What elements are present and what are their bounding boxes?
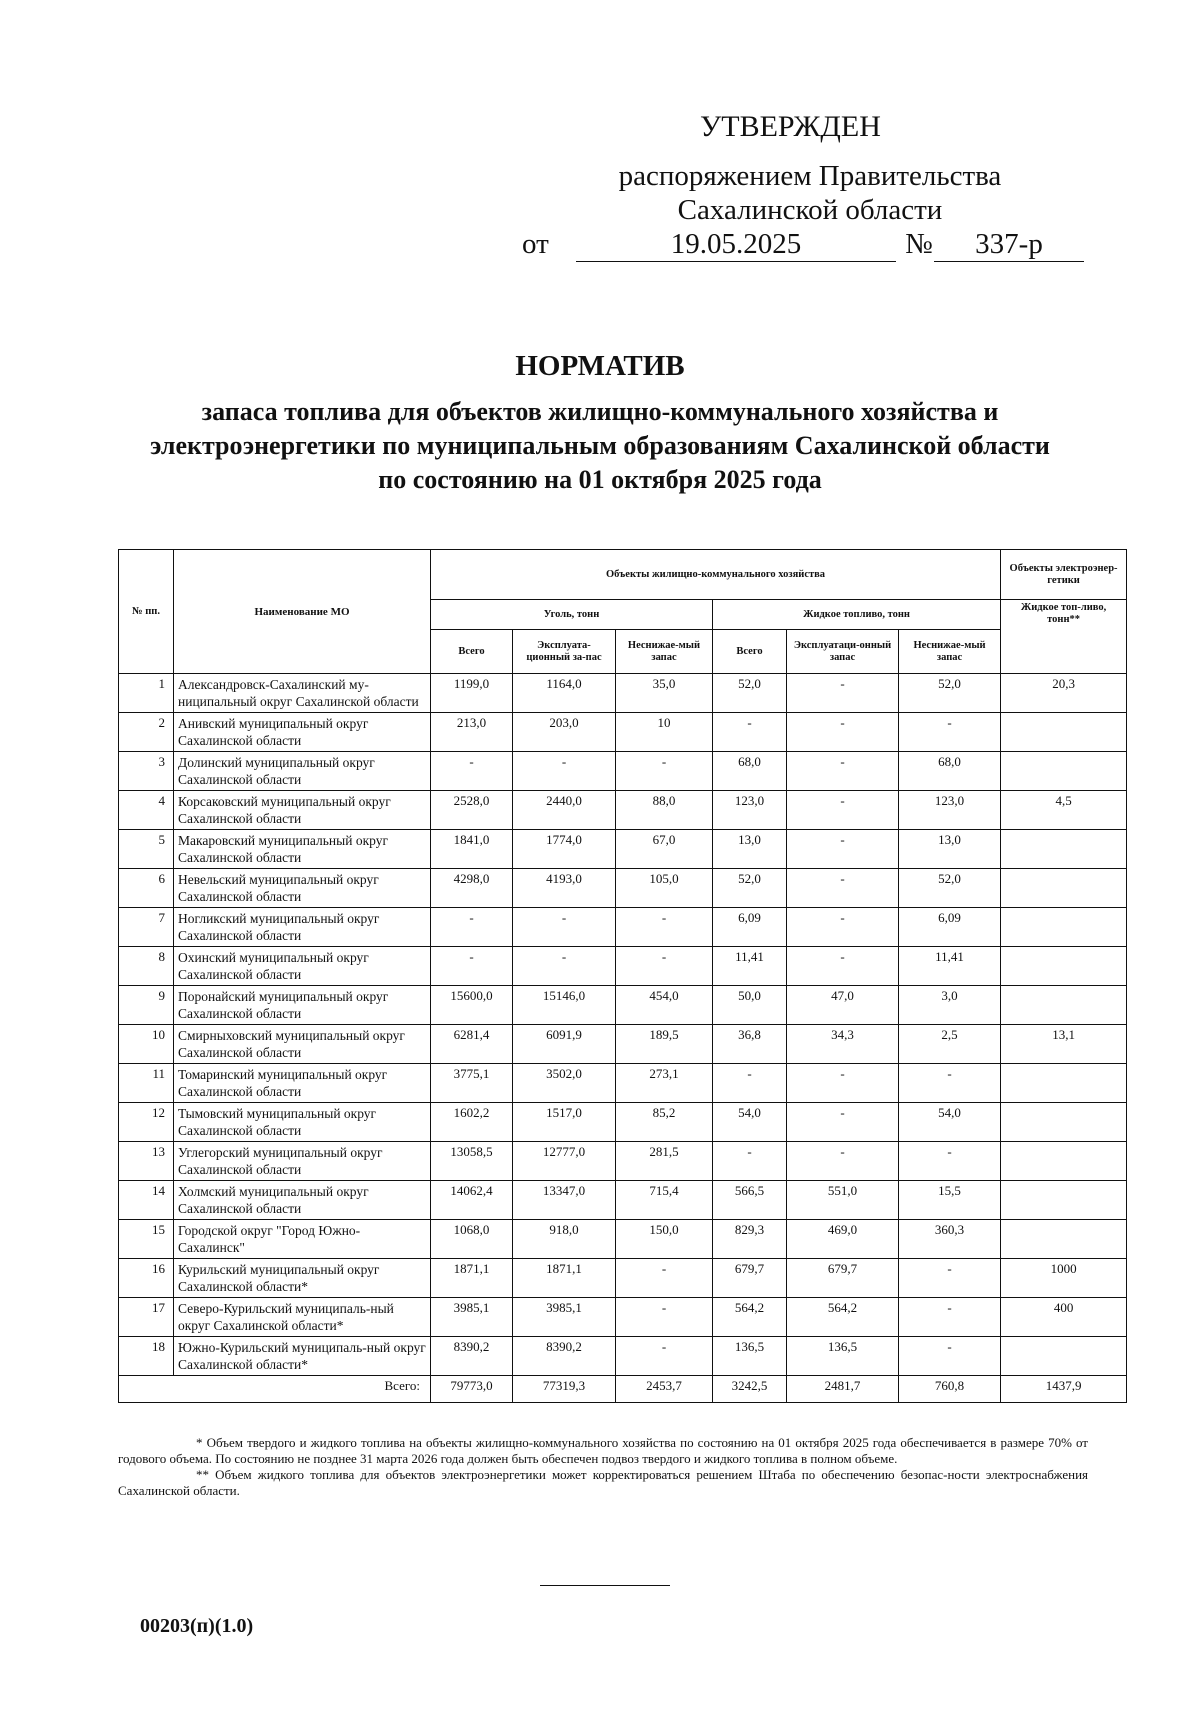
row-value-c1: 15600,0 xyxy=(431,986,513,1025)
row-mo-name: Корсаковский муниципальный округ Сахалинской области xyxy=(174,791,431,830)
row-value-c5: 47,0 xyxy=(787,986,899,1025)
table-body xyxy=(119,674,1127,1403)
table-row xyxy=(119,986,1127,1025)
row-value-c3: - xyxy=(616,1337,713,1376)
row-number: 9 xyxy=(119,986,174,1025)
row-value-c1: 2528,0 xyxy=(431,791,513,830)
row-value-c6: 15,5 xyxy=(899,1181,1001,1220)
total-value-c5: 2481,7 xyxy=(787,1376,899,1403)
row-value-c1: 213,0 xyxy=(431,713,513,752)
total-value-c4: 3242,5 xyxy=(713,1376,787,1403)
row-mo-name: Невельский муниципальный округ Сахалинской области xyxy=(174,869,431,908)
total-value-c3: 2453,7 xyxy=(616,1376,713,1403)
row-value-c7 xyxy=(1001,1181,1127,1220)
row-value-c1: 8390,2 xyxy=(431,1337,513,1376)
header-zhkh: Объекты жилищно-коммунального хозяйства xyxy=(431,550,1001,600)
row-mo-name: Курильский муниципальный округ Сахалинской области* xyxy=(174,1259,431,1298)
row-value-c6: - xyxy=(899,1259,1001,1298)
row-value-c1: 6281,4 xyxy=(431,1025,513,1064)
row-number: 14 xyxy=(119,1181,174,1220)
row-number: 7 xyxy=(119,908,174,947)
header-liquid-operational: Эксплуатаци-онный запас xyxy=(787,630,899,674)
row-value-c5: - xyxy=(787,713,899,752)
row-mo-name: Макаровский муниципальный округ Сахалинской области xyxy=(174,830,431,869)
table-row xyxy=(119,1259,1127,1298)
row-mo-name: Холмский муниципальный округ Сахалинской области xyxy=(174,1181,431,1220)
footnote-1: * Объем твердого и жидкого топлива на объекты жилищно-коммунального хозяйства по состоянию на 01 октября 2025 года обеспечивается в размере 70% от годового объема. По состоянию не позднее 31 марта 2026 года должен быть обеспечен подвоз твердого и жидкого топлива в полном объеме. xyxy=(118,1435,1088,1466)
row-value-c3: 67,0 xyxy=(616,830,713,869)
row-value-c2: 1517,0 xyxy=(513,1103,616,1142)
row-value-c6: 52,0 xyxy=(899,869,1001,908)
row-value-c3: - xyxy=(616,752,713,791)
document-code: 00203(п)(1.0) xyxy=(140,1615,254,1637)
table-row xyxy=(119,713,1127,752)
row-value-c2: 8390,2 xyxy=(513,1337,616,1376)
row-value-c3: 105,0 xyxy=(616,869,713,908)
row-value-c7 xyxy=(1001,1064,1127,1103)
row-value-c7 xyxy=(1001,1337,1127,1376)
row-mo-name: Томаринский муниципальный округ Сахалинской области xyxy=(174,1064,431,1103)
approval-line2: Сахалинской области xyxy=(677,194,943,226)
row-number: 16 xyxy=(119,1259,174,1298)
row-value-c6: 6,09 xyxy=(899,908,1001,947)
row-value-c5: 679,7 xyxy=(787,1259,899,1298)
row-value-c4: 52,0 xyxy=(713,869,787,908)
row-value-c1: 1068,0 xyxy=(431,1220,513,1259)
row-number: 12 xyxy=(119,1103,174,1142)
row-value-c5: 564,2 xyxy=(787,1298,899,1337)
row-value-c6: 123,0 xyxy=(899,791,1001,830)
header-energy: Объекты электроэнер-гетики xyxy=(1001,550,1127,600)
row-value-c4: 13,0 xyxy=(713,830,787,869)
separator-line xyxy=(540,1585,670,1586)
row-value-c5: 34,3 xyxy=(787,1025,899,1064)
row-value-c4: 566,5 xyxy=(713,1181,787,1220)
row-value-c4: - xyxy=(713,1142,787,1181)
header-coal-operational: Эксплуата-ционный за-пас xyxy=(513,630,616,674)
row-value-c3: 715,4 xyxy=(616,1181,713,1220)
approval-dateline xyxy=(522,228,1082,268)
total-value-c2: 77319,3 xyxy=(513,1376,616,1403)
row-mo-name: Поронайский муниципальный округ Сахалинской области xyxy=(174,986,431,1025)
row-value-c4: 11,41 xyxy=(713,947,787,986)
table-row xyxy=(119,830,1127,869)
row-value-c1: 3985,1 xyxy=(431,1298,513,1337)
row-value-c3: 10 xyxy=(616,713,713,752)
row-value-c7 xyxy=(1001,986,1127,1025)
row-value-c7: 400 xyxy=(1001,1298,1127,1337)
row-mo-name: Южно-Курильский муниципаль-ный округ Сахалинской области* xyxy=(174,1337,431,1376)
row-value-c1: 4298,0 xyxy=(431,869,513,908)
row-value-c6: - xyxy=(899,1298,1001,1337)
row-value-c2: 2440,0 xyxy=(513,791,616,830)
table-row xyxy=(119,674,1127,713)
row-value-c3: 281,5 xyxy=(616,1142,713,1181)
table-row xyxy=(119,752,1127,791)
row-value-c4: 679,7 xyxy=(713,1259,787,1298)
row-number: 10 xyxy=(119,1025,174,1064)
table-row xyxy=(119,1025,1127,1064)
from-label: от xyxy=(522,228,549,260)
row-value-c4: 68,0 xyxy=(713,752,787,791)
row-value-c5: - xyxy=(787,1142,899,1181)
row-value-c2: - xyxy=(513,947,616,986)
row-value-c5: 469,0 xyxy=(787,1220,899,1259)
row-value-c2: 918,0 xyxy=(513,1220,616,1259)
row-value-c1: 1871,1 xyxy=(431,1259,513,1298)
table-row xyxy=(119,791,1127,830)
row-value-c4: 54,0 xyxy=(713,1103,787,1142)
total-label: Всего: xyxy=(119,1376,431,1403)
total-value-c6: 760,8 xyxy=(899,1376,1001,1403)
row-number: 5 xyxy=(119,830,174,869)
row-value-c5: - xyxy=(787,1064,899,1103)
row-number: 1 xyxy=(119,674,174,713)
row-value-c6: - xyxy=(899,713,1001,752)
approval-date: 19.05.2025 xyxy=(576,228,896,262)
row-value-c7 xyxy=(1001,1142,1127,1181)
row-value-c6: - xyxy=(899,1064,1001,1103)
header-name: Наименование МО xyxy=(174,550,431,674)
footnote-2: ** Объем жидкого топлива для объектов электроэнергетики может корректироваться решением Штаба по обеспечению безопас-ности электроснабжения Сахалинской области. xyxy=(118,1467,1088,1498)
total-row xyxy=(119,1376,1127,1403)
row-value-c1: - xyxy=(431,908,513,947)
row-value-c3: 189,5 xyxy=(616,1025,713,1064)
row-value-c5: - xyxy=(787,1103,899,1142)
row-value-c3: - xyxy=(616,908,713,947)
table-row xyxy=(119,1337,1127,1376)
row-value-c2: - xyxy=(513,752,616,791)
table-row xyxy=(119,908,1127,947)
header-liquid: Жидкое топливо, тонн xyxy=(713,600,1001,630)
row-value-c4: 36,8 xyxy=(713,1025,787,1064)
row-value-c7 xyxy=(1001,1220,1127,1259)
row-value-c1: - xyxy=(431,947,513,986)
row-value-c3: 454,0 xyxy=(616,986,713,1025)
row-value-c3: 88,0 xyxy=(616,791,713,830)
header-energy-liquid: Жидкое топ-ливо, тонн** xyxy=(1001,600,1127,674)
row-value-c4: - xyxy=(713,1064,787,1103)
row-value-c2: 6091,9 xyxy=(513,1025,616,1064)
row-value-c7: 1000 xyxy=(1001,1259,1127,1298)
row-value-c5: 551,0 xyxy=(787,1181,899,1220)
row-value-c1: 3775,1 xyxy=(431,1064,513,1103)
row-value-c2: 1871,1 xyxy=(513,1259,616,1298)
row-value-c2: 1164,0 xyxy=(513,674,616,713)
row-number: 4 xyxy=(119,791,174,830)
approval-number: 337-р xyxy=(934,228,1084,262)
row-number: 11 xyxy=(119,1064,174,1103)
approval-title: УТВЕРЖДЕН xyxy=(700,110,881,143)
row-value-c6: 68,0 xyxy=(899,752,1001,791)
row-value-c3: 150,0 xyxy=(616,1220,713,1259)
row-value-c4: 123,0 xyxy=(713,791,787,830)
table-row xyxy=(119,1298,1127,1337)
row-value-c6: 360,3 xyxy=(899,1220,1001,1259)
row-mo-name: Городской округ "Город Южно-Сахалинск" xyxy=(174,1220,431,1259)
row-value-c6: 52,0 xyxy=(899,674,1001,713)
row-mo-name: Ногликский муниципальный округ Сахалинской области xyxy=(174,908,431,947)
row-value-c6: 54,0 xyxy=(899,1103,1001,1142)
row-value-c2: 13347,0 xyxy=(513,1181,616,1220)
header-num: № пп. xyxy=(119,550,174,674)
header-liquid-reserve: Неснижае-мый запас xyxy=(899,630,1001,674)
row-value-c5: - xyxy=(787,869,899,908)
row-value-c3: - xyxy=(616,947,713,986)
row-value-c5: - xyxy=(787,791,899,830)
row-value-c2: 3502,0 xyxy=(513,1064,616,1103)
row-value-c4: 136,5 xyxy=(713,1337,787,1376)
footnotes xyxy=(118,1435,1088,1499)
row-value-c2: 12777,0 xyxy=(513,1142,616,1181)
row-value-c6: 2,5 xyxy=(899,1025,1001,1064)
table-row xyxy=(119,869,1127,908)
row-value-c7 xyxy=(1001,752,1127,791)
row-value-c2: 15146,0 xyxy=(513,986,616,1025)
row-value-c6: - xyxy=(899,1337,1001,1376)
row-mo-name: Охинский муниципальный округ Сахалинской области xyxy=(174,947,431,986)
row-number: 13 xyxy=(119,1142,174,1181)
total-value-c1: 79773,0 xyxy=(431,1376,513,1403)
row-value-c3: - xyxy=(616,1259,713,1298)
row-value-c1: 1199,0 xyxy=(431,674,513,713)
row-value-c5: 136,5 xyxy=(787,1337,899,1376)
row-value-c2: - xyxy=(513,908,616,947)
row-number: 17 xyxy=(119,1298,174,1337)
row-number: 6 xyxy=(119,869,174,908)
row-value-c2: 1774,0 xyxy=(513,830,616,869)
row-mo-name: Тымовский муниципальный округ Сахалинской области xyxy=(174,1103,431,1142)
row-value-c7: 20,3 xyxy=(1001,674,1127,713)
row-number: 2 xyxy=(119,713,174,752)
row-value-c7 xyxy=(1001,1103,1127,1142)
row-value-c4: 50,0 xyxy=(713,986,787,1025)
row-value-c2: 203,0 xyxy=(513,713,616,752)
row-value-c4: 6,09 xyxy=(713,908,787,947)
row-number: 18 xyxy=(119,1337,174,1376)
row-value-c6: 11,41 xyxy=(899,947,1001,986)
table-row xyxy=(119,1181,1127,1220)
row-value-c1: 13058,5 xyxy=(431,1142,513,1181)
row-value-c3: 35,0 xyxy=(616,674,713,713)
row-value-c4: 52,0 xyxy=(713,674,787,713)
row-value-c5: - xyxy=(787,674,899,713)
row-value-c5: - xyxy=(787,830,899,869)
row-mo-name: Долинский муниципальный округ Сахалинской области xyxy=(174,752,431,791)
header-coal: Уголь, тонн xyxy=(431,600,713,630)
table-row xyxy=(119,1220,1127,1259)
row-value-c7: 13,1 xyxy=(1001,1025,1127,1064)
table-row xyxy=(119,947,1127,986)
row-value-c1: 14062,4 xyxy=(431,1181,513,1220)
row-value-c2: 4193,0 xyxy=(513,869,616,908)
row-value-c7 xyxy=(1001,830,1127,869)
row-value-c3: 85,2 xyxy=(616,1103,713,1142)
total-value-c7: 1437,9 xyxy=(1001,1376,1127,1403)
row-value-c5: - xyxy=(787,908,899,947)
row-value-c6: 13,0 xyxy=(899,830,1001,869)
row-mo-name: Углегорский муниципальный округ Сахалинской области xyxy=(174,1142,431,1181)
row-value-c3: - xyxy=(616,1298,713,1337)
row-value-c7: 4,5 xyxy=(1001,791,1127,830)
row-value-c5: - xyxy=(787,947,899,986)
table-row xyxy=(119,1142,1127,1181)
table-row xyxy=(119,1064,1127,1103)
row-value-c7 xyxy=(1001,713,1127,752)
row-value-c1: - xyxy=(431,752,513,791)
row-value-c5: - xyxy=(787,752,899,791)
row-value-c7 xyxy=(1001,908,1127,947)
row-value-c1: 1841,0 xyxy=(431,830,513,869)
row-mo-name: Северо-Курильский муниципаль-ный округ Сахалинской области* xyxy=(174,1298,431,1337)
row-number: 3 xyxy=(119,752,174,791)
row-value-c3: 273,1 xyxy=(616,1064,713,1103)
table-row xyxy=(119,1103,1127,1142)
number-label: № xyxy=(905,228,933,260)
row-value-c6: 3,0 xyxy=(899,986,1001,1025)
row-value-c2: 3985,1 xyxy=(513,1298,616,1337)
header-liquid-total: Всего xyxy=(713,630,787,674)
header-coal-reserve: Неснижае-мый запас xyxy=(616,630,713,674)
document-subtitle: запаса топлива для объектов жилищно-коммунального хозяйства и электроэнергетики по муниципальным образованиям Сахалинской области по состоянию на 01 октября 2025 года xyxy=(150,397,1050,494)
row-value-c7 xyxy=(1001,869,1127,908)
row-value-c1: 1602,2 xyxy=(431,1103,513,1142)
row-mo-name: Анивский муниципальный округ Сахалинской области xyxy=(174,713,431,752)
row-mo-name: Александровск-Сахалинский му-ниципальный округ Сахалинской области xyxy=(174,674,431,713)
header-coal-total: Всего xyxy=(431,630,513,674)
row-value-c7 xyxy=(1001,947,1127,986)
document-title: НОРМАТИВ xyxy=(515,350,685,382)
row-value-c4: 829,3 xyxy=(713,1220,787,1259)
row-value-c6: - xyxy=(899,1142,1001,1181)
row-number: 8 xyxy=(119,947,174,986)
row-value-c4: - xyxy=(713,713,787,752)
norm-table xyxy=(118,549,1127,1403)
row-number: 15 xyxy=(119,1220,174,1259)
approval-line1: распоряжением Правительства xyxy=(618,160,1002,192)
row-mo-name: Смирныховский муниципальный округ Сахалинской области xyxy=(174,1025,431,1064)
row-value-c4: 564,2 xyxy=(713,1298,787,1337)
